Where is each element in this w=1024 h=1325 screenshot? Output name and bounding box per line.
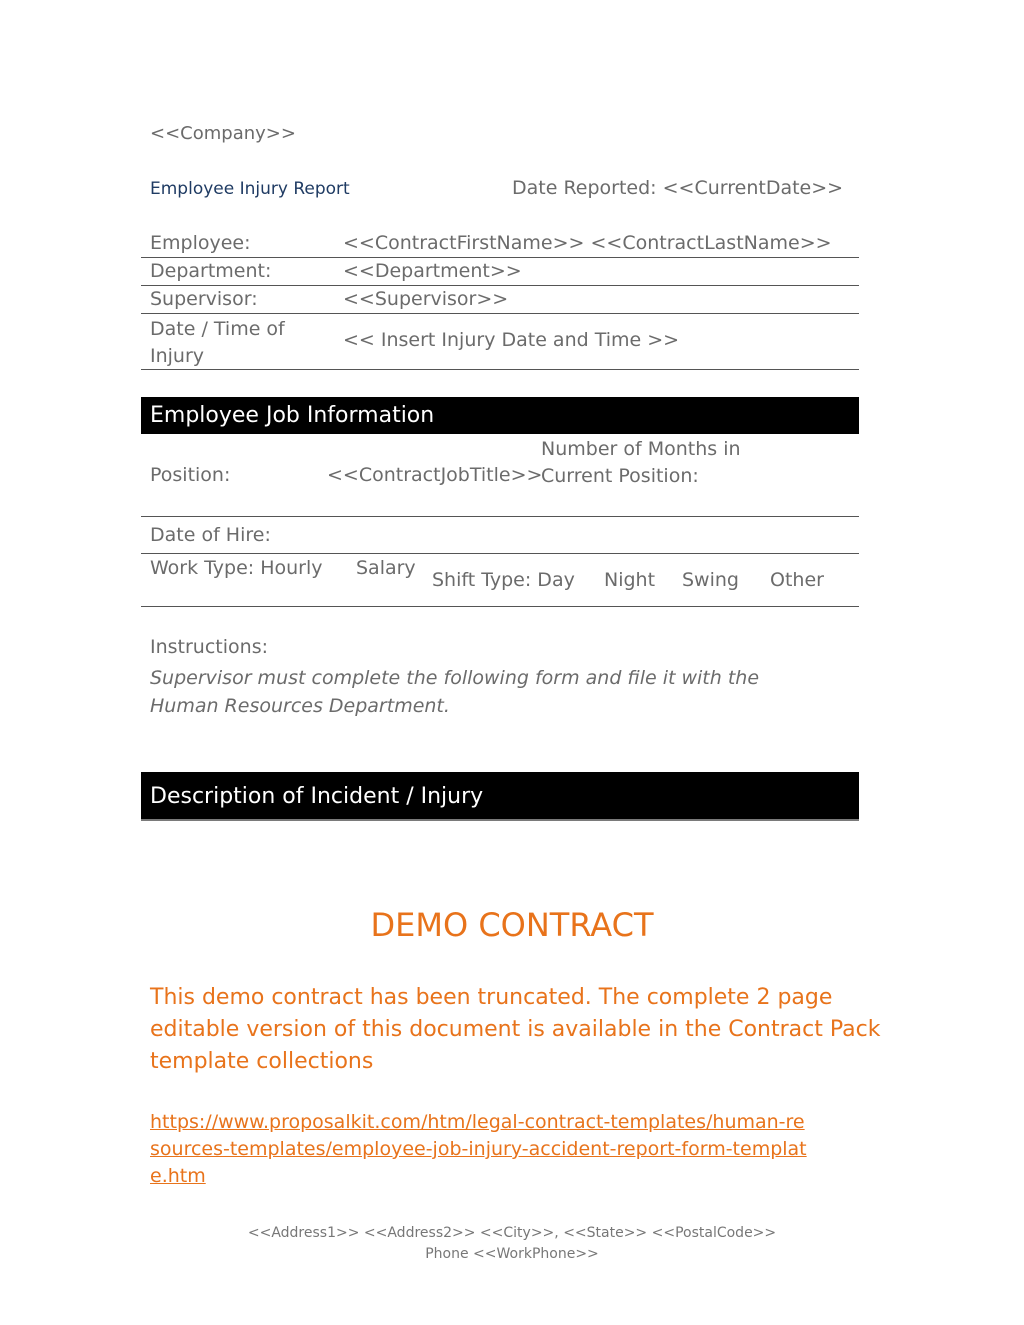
shift-type-night: Night — [604, 569, 656, 591]
supervisor-row — [141, 286, 859, 314]
incident-section-header: Description of Incident / Injury — [141, 772, 859, 821]
employee-info-table — [141, 230, 859, 370]
footer-address: <<Address1>> <<Address2>> <<City>>, <<State>> <<PostalCode>> — [247, 1225, 777, 1241]
shift-type-other: Other — [770, 569, 824, 591]
department-value: <<Department>> — [343, 260, 522, 282]
department-label: Department: — [150, 260, 272, 282]
shift-type-swing: Swing — [682, 569, 739, 591]
employee-label: Employee: — [150, 232, 251, 254]
hire-date-row — [141, 517, 859, 554]
shift-type-day: Shift Type: Day — [432, 569, 575, 591]
instructions-label: Instructions: — [150, 636, 268, 658]
date-reported: Date Reported: <<CurrentDate>> — [512, 177, 844, 199]
company-name: <<Company>> — [150, 123, 296, 144]
job-info-section-header: Employee Job Information — [141, 397, 859, 434]
instructions-text: Supervisor must complete the following form and file it with the Human Resources Department. — [150, 667, 760, 717]
injury-date-row — [141, 314, 859, 370]
work-type-salary: Salary — [356, 557, 416, 579]
footer-phone: Phone <<WorkPhone>> — [425, 1246, 599, 1262]
injury-date-value: << Insert Injury Date and Time >> — [343, 329, 680, 351]
position-row — [141, 434, 859, 517]
demo-contract-notice: This demo contract has been truncated. The complete 2 page editable version of this document is available in the Contract Pack template collections — [150, 985, 881, 1074]
position-value: <<ContractJobTitle>> — [327, 464, 543, 486]
injury-date-label: Date / Time of Injury — [150, 318, 285, 367]
employee-row — [141, 230, 859, 258]
department-row — [141, 258, 859, 286]
months-in-position-label: Number of Months in Current Position: — [541, 438, 741, 487]
hire-date-label: Date of Hire: — [150, 524, 271, 546]
proposalkit-link[interactable]: https://www.proposalkit.com/htm/legal-contract-templates/human-resources-templates/employee-job-injury-accident-report-form-template.htm — [150, 1111, 807, 1187]
demo-contract-title: DEMO CONTRACT — [370, 906, 654, 944]
supervisor-label: Supervisor: — [150, 288, 258, 310]
supervisor-value: <<Supervisor>> — [343, 288, 509, 310]
position-label: Position: — [150, 464, 231, 486]
work-type-hourly: Work Type: Hourly — [150, 557, 323, 579]
work-shift-row — [141, 554, 859, 607]
report-title: Employee Injury Report — [150, 179, 350, 199]
job-info-table — [141, 434, 859, 607]
employee-value: <<ContractFirstName>> <<ContractLastName>> — [343, 232, 832, 254]
